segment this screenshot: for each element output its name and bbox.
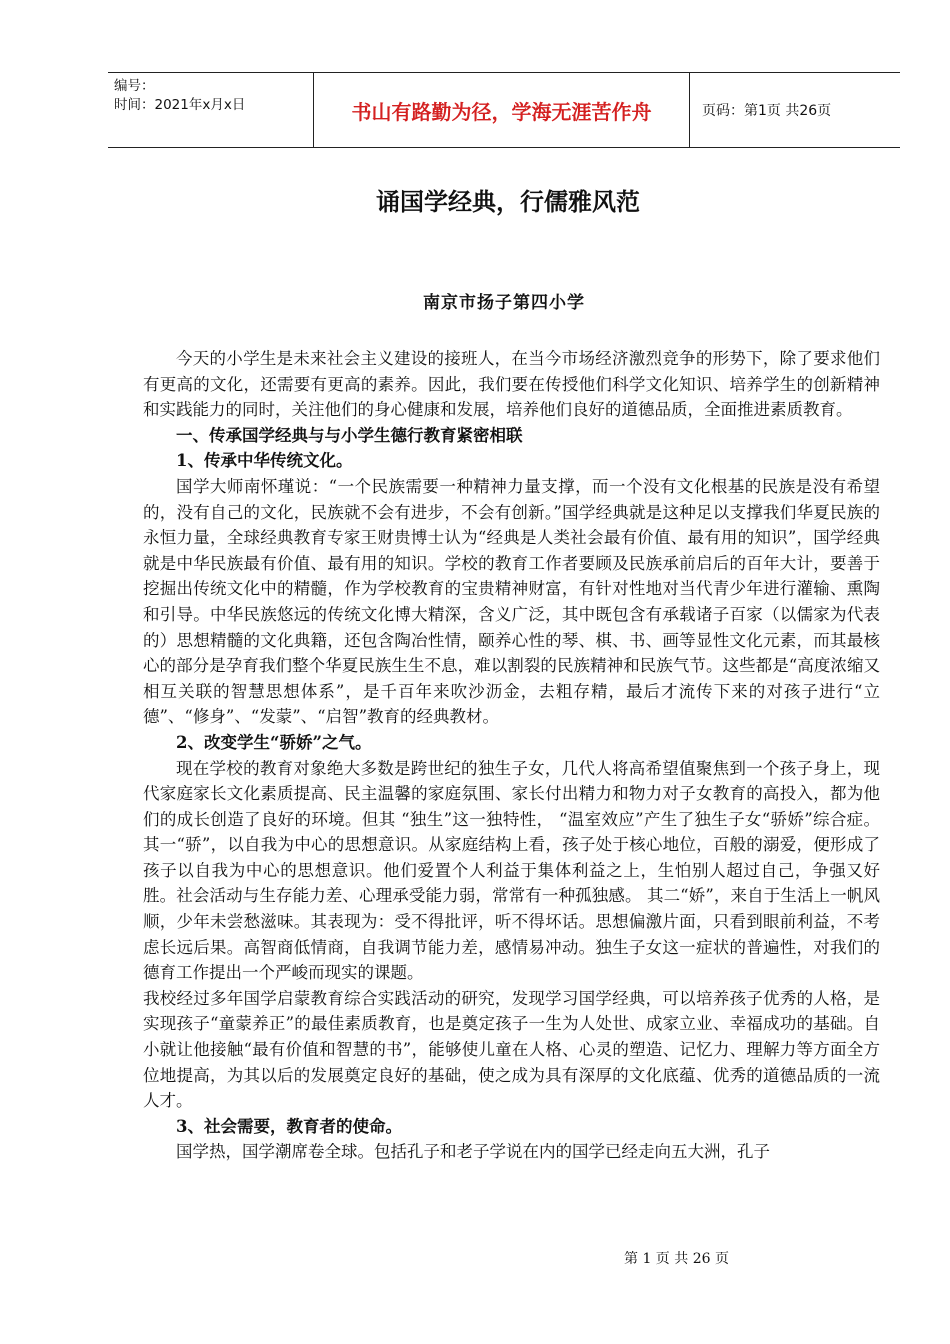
- document-title: 诵国学经典，行儒雅风范: [376, 188, 640, 216]
- document-body: [143, 346, 880, 1165]
- paragraph: 今天的小学生是未来社会主义建设的接班人，在当今市场经济激烈竞争的形势下，除了要求他们有更高的文化，还需要有更高的素养。因此，我们要在传授他们科学文化知识、培养学生的创新精神和实践能力的同时，关注他们的身心健康和发展，培养他们良好的道德品质，全面推进素质教育。: [143, 349, 880, 420]
- subsection-heading: 2、改变学生“骄娇”之气。: [176, 732, 372, 752]
- subsection-heading: 3、社会需要，教育者的使命。: [176, 1116, 402, 1136]
- section-heading: 一、传承国学经典与与小学生德行教育紧密相联: [176, 425, 523, 445]
- header-table: [108, 72, 900, 148]
- page-footer: 第 1 页 共 26 页: [624, 1251, 729, 1267]
- header-page-info: 页码：第1页 共26页: [702, 103, 832, 119]
- paragraph: 国学热，国学潮席卷全球。包括孔子和老子学说在内的国学已经走向五大洲，孔子: [176, 1142, 770, 1162]
- paragraph: 国学大师南怀瑾说：“一个民族需要一种精神力量支撑，而一个没有文化根基的民族是没有希望的，没有自己的文化，民族就不会有进步，不会有创新。”国学经典就是这种足以支撑我们华夏民族的永恒力量，全球经典教育专家王财贵博士认为“经典是人类社会最有价值、最有用的知识”，国学经典就是中华民族最有价值、最有用的知识。学校的教育工作者要顾及民族承前启后的百年大计，要善于挖掘出传统文化中的精髓，作为学校教育的宝贵精神财富，有针对性地对当代青少年进行灌输、熏陶和引导。中华民族悠远的传统文化博大精深，含义广泛，其中既包含有承载诸子百家（以儒家为代表的）思想精髓的文化典籍，还包含陶冶性情，颐养心性的琴、棋、书、画等显性文化元素，而其最核心的部分是孕育我们整个华夏民族生生不息，难以割裂的民族精神和民族气节。这些都是“高度浓缩又相互关联的智慧思想体系”，是千百年来吹沙沥金，去粗存精，最后才流传下来的对孩子进行“立德”、“修身”、“发蒙”、“启智”教育的经典教材。: [143, 476, 880, 727]
- document-number-label: 编号：: [114, 78, 155, 94]
- paragraph: 我校经过多年国学启蒙教育综合实践活动的研究，发现学习国学经典，可以培养孩子优秀的人格，是实现孩子“童蒙养正”的最佳素质教育，也是奠定孩子一生为人处世、成家立业、幸福成功的基础。自小就让他接触“最有价值和智慧的书”，能够使儿童在人格、心灵的塑造、记忆力、理解力等方面全方位地提高，为其以后的发展奠定良好的基础，使之成为具有深厚的文化底蕴、优秀的道德品质的一流人才。: [143, 988, 880, 1111]
- school-name: 南京市扬子第四小学: [423, 293, 585, 313]
- header-meta: [108, 73, 314, 147]
- header-motto: 书山有路勤为径，学海无涯苦作舟: [314, 73, 690, 147]
- subsection-heading: 1、传承中华传统文化。: [176, 451, 353, 471]
- paragraph: 现在学校的教育对象绝大多数是跨世纪的独生子女，几代人将高希望值聚焦到一个孩子身上，现代家庭家长文化素质提高、民主温馨的家庭氛围、家长付出精力和物力对子女教育的高投入，都为他们的成长创造了良好的环境。但其 “独生”这一独特性， “温室效应”产生了独生子女“骄娇”综合症。其一“骄”，以自我为中心的思想意识。从家庭结构上看，孩子处于核心地位，百般的溺爱，便形成了孩子以自我为中心的思想意识。他们爱置个人利益于集体利益之上，生怕别人超过自己，争强又好胜。社会活动与生存能力差、心理承受能力弱，常常有一种孤独感。 其二“娇”，来自于生活上一帆风顺，少年未尝愁滋味。其表现为：受不得批评，听不得坏话。思想偏激片面，只看到眼前利益，不考虑长远后果。高智商低情商，自我调节能力差，感情易冲动。独生子女这一症状的普遍性，对我们的德育工作提出一个严峻而现实的课题。: [143, 758, 880, 983]
- document-time-label: 时间：2021年x月x日: [114, 97, 246, 113]
